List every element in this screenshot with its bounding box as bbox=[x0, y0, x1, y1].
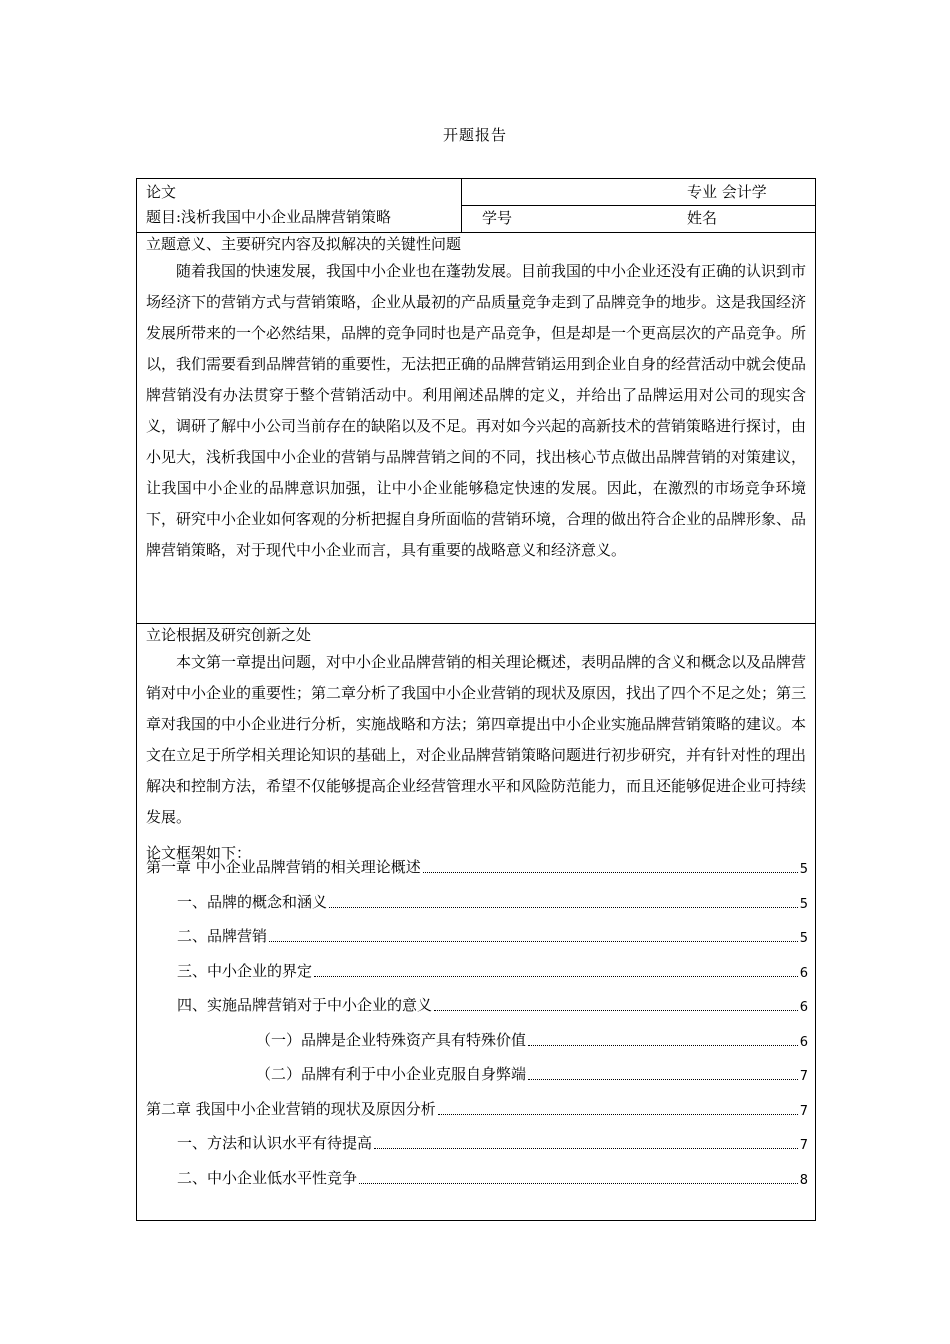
proposal-form bbox=[136, 178, 816, 1221]
toc-entry: （一）品牌是企业特殊资产具有特殊价值 6 bbox=[256, 1031, 808, 1050]
thesis-label: 论文 bbox=[146, 183, 177, 201]
student-id-label: 学号 bbox=[482, 209, 513, 227]
toc-entry: 三、中小企业的界定 6 bbox=[177, 962, 808, 981]
section-significance bbox=[137, 233, 815, 624]
student-info-cell bbox=[462, 179, 815, 232]
toc-entry: 第一章 中小企业品牌营销的相关理论概述 5 bbox=[146, 858, 808, 877]
topic-cell bbox=[137, 179, 462, 232]
section-body: 本文第一章提出问题，对中小企业品牌营销的相关理论概述，表明品牌的含义和概念以及品牌营销对中小企业的重要性；第二章分析了我国中小企业营销的现状及原因，找出了四个不足之处；第三章对我国的中小企业进行分析，实施战略和方法；第四章提出中小企业实施品牌营销策略的建议。本文在立足于所学相关理论知识的基础上，对企业品牌营销策略问题进行初步研究，并有针对性的理出解决和控制方法，希望不仅能够提高企业经营管理水平和风险防范能力，而且还能够促进企业可持续发展。 bbox=[146, 653, 807, 826]
toc-entry: 二、品牌营销 5 bbox=[177, 927, 808, 946]
section-heading: 立论根据及研究创新之处 bbox=[146, 626, 312, 644]
page-title: 开题报告 bbox=[442, 126, 507, 144]
major-field: 专业 会计学 bbox=[687, 183, 767, 201]
section-heading: 立题意义、主要研究内容及拟解决的关键性问题 bbox=[146, 235, 462, 253]
major-row bbox=[462, 179, 815, 206]
toc-entry: 一、方法和认识水平有待提高 7 bbox=[177, 1134, 808, 1153]
toc-entry: 四、实施品牌营销对于中小企业的意义 6 bbox=[177, 996, 808, 1015]
section-body: 随着我国的快速发展，我国中小企业也在蓬勃发展。目前我国的中小企业还没有正确的认识到市场经济下的营销方式与营销策略，企业从最初的产品质量竞争走到了品牌竞争的地步。这是我国经济发展所带来的一个必然结果，品牌的竞争同时也是产品竞争，但是却是一个更高层次的产品竞争。所以，我们需要看到品牌营销的重要性，无法把正确的品牌营销运用到企业自身的经营活动中就会使品牌营销没有办法贯穿于整个营销活动中。利用阐述品牌的定义，并给出了品牌运用对公司的现实含义，调研了解中小公司当前存在的缺陷以及不足。再对如今兴起的高新技术的营销策略进行探讨，由小见大，浅析我国中小企业的营销与品牌营销之间的不同，找出核心节点做出品牌营销的对策建议，让我国中小企业的品牌意识加强，让中小企业能够稳定快速的发展。因此，在激烈的市场竞争环境下，研究中小企业如何客观的分析把握自身所面临的营销环境，合理的做出符合企业的品牌形象、品牌营销策略，对于现代中小企业而言，具有重要的战略意义和经济意义。 bbox=[146, 262, 807, 559]
form-header-row bbox=[137, 179, 815, 233]
section-basis-innovation bbox=[137, 624, 815, 1220]
name-label: 姓名 bbox=[687, 209, 718, 227]
toc-entry: 第二章 我国中小企业营销的现状及原因分析 7 bbox=[146, 1100, 808, 1119]
toc-entry: （二）品牌有利于中小企业克服自身弊端 7 bbox=[256, 1065, 808, 1084]
toc-entry: 二、中小企业低水平性竞争 8 bbox=[177, 1169, 808, 1188]
thesis-topic: 题目:浅析我国中小企业品牌营销策略 bbox=[146, 208, 392, 226]
toc-intro: 论文框架如下： bbox=[146, 844, 252, 862]
toc-entry: 一、品牌的概念和涵义 5 bbox=[177, 893, 808, 912]
